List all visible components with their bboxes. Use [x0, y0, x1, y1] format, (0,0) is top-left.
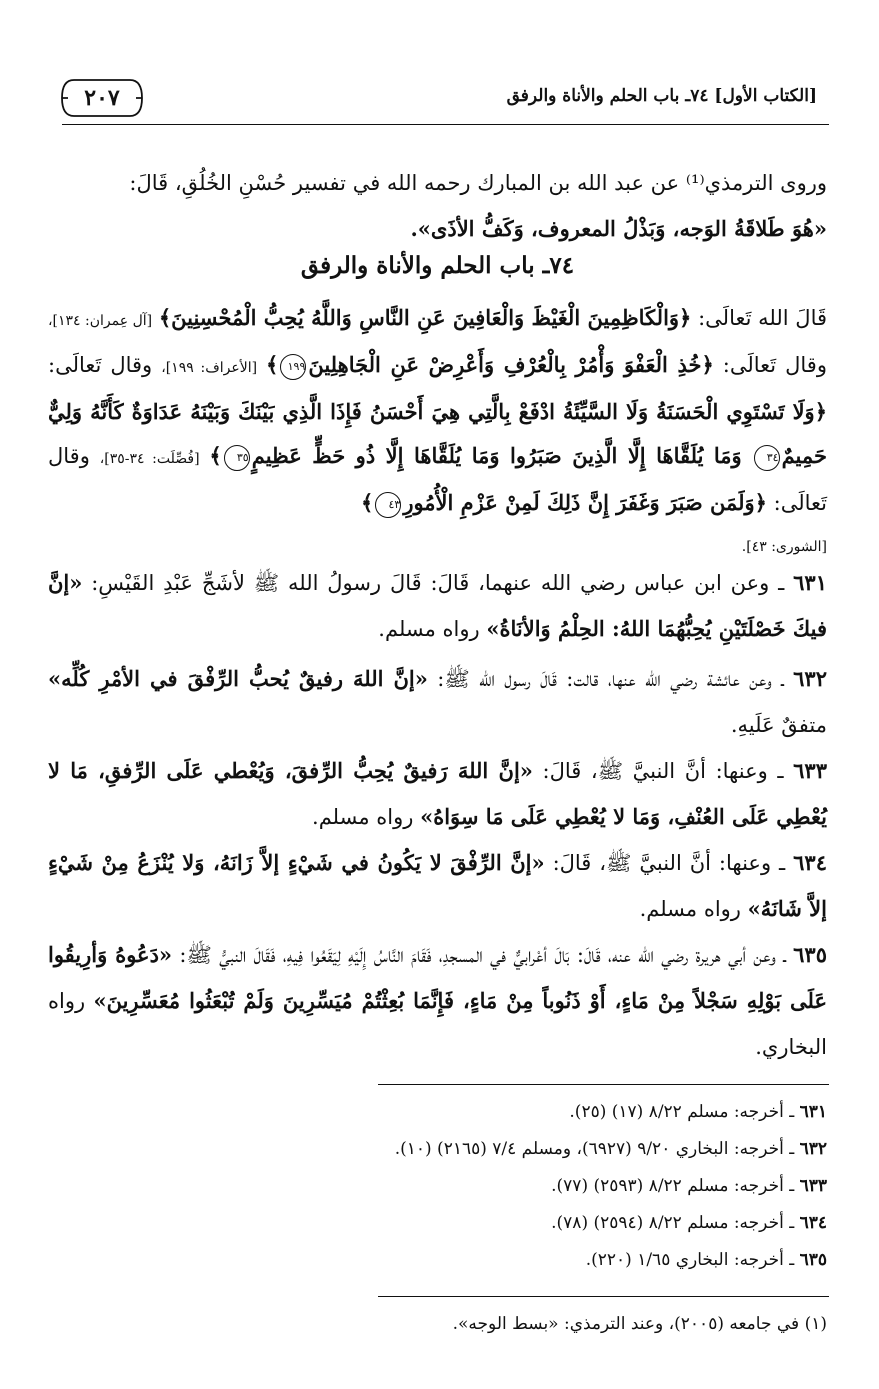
hadith-source: رواه مسلم.	[312, 805, 414, 829]
takhrij-item	[48, 1168, 827, 1205]
hadith-quote: «دَعُوهُ وَأرِيقُوا عَلَى بَوْلِهِ سَجْلاً مِنْ مَاءٍ، أَوْ ذَنُوباً مِنْ مَاءٍ، فَإِنَّمَا بُعِثْتُمْ مُيَسِّرِينَ وَلَمْ تُبْعَثُوا مُعَسِّرِينَ»	[48, 942, 828, 1013]
verse-3-intro: وقال تَعالَى:	[48, 353, 153, 377]
ayah-marker: ٣٥	[224, 445, 250, 471]
verse-3-ref: [فُصِّلَت: ٣٤-٣٥]،	[99, 451, 200, 467]
verse-4-ref: [الشورى: ٤٣].	[741, 539, 827, 555]
takhrij-text: ـ أخرجه: البخاري ١/٦٥ (٢٢٠).	[585, 1250, 795, 1270]
ayah-marker: ٤٣	[375, 492, 401, 518]
hadith-source: رواه البخاري.	[48, 989, 827, 1059]
hadith-632	[48, 656, 827, 748]
hadith-source: رواه مسلم.	[639, 897, 741, 921]
verse-2-intro: وقال تَعالَى:	[722, 353, 827, 377]
takhrij-item	[48, 1094, 827, 1131]
verse-2-ref: [الأعراف: ١٩٩]،	[161, 360, 258, 376]
hadith-quote: «إنَّ فيكَ خَصْلَتَيْنِ يُحِبُّهُمَا اللهُ: الحِلْمُ وَالأنَاةُ»	[48, 570, 827, 641]
hadith-intro: ـ وعنها: أنَّ النبيَّ ﷺ، قَالَ:	[542, 759, 784, 783]
intro-line-1: وروى الترمذي⁽¹⁾ عن عبد الله بن المبارك رحمه الله في تفسير حُسْنِ الخُلُقِ، قَالَ:	[129, 171, 827, 195]
hadith-intro: ـ وعن أبي هريرة رضي الله عنه، قَالَ: بَالَ أعْرابيٌّ في المسجدِ، فَقَامَ النَّاسُ إِلَيْهِ لِيَقَعُوا فِيهِ، فَقَالَ النبيُّ ﷺ:	[179, 943, 786, 967]
page-number-badge	[60, 78, 144, 118]
takhrij-number: ٦٣١	[799, 1102, 827, 1122]
hadith-quote: «إنَّ اللهَ رفيقٌ يُحبُّ الرِّفْقَ في الأمْرِ كُلِّه»	[48, 666, 428, 691]
hadith-number: ٦٣٤	[793, 850, 827, 875]
footnote-1: (١) في جامعه (٢٠٠٥)، وعند الترمذي: «بسط الوجه».	[452, 1314, 827, 1334]
ayah-marker: ١٩٩	[280, 354, 306, 380]
verse-3-text-2: وَمَا يُلَقَّاهَا إِلَّا الَّذِينَ صَبَرُوا وَمَا يُلَقَّاهَا إِلَّا ذُو حَظٍّ عَظِيمٍ	[251, 443, 742, 468]
takhrij-number: ٦٣٥	[799, 1250, 827, 1270]
takhrij-number: ٦٣٣	[799, 1176, 827, 1196]
takhrij-text: ـ أخرجه: مسلم ٨/٢٢ (٢٥٩٣) (٧٧).	[551, 1176, 795, 1196]
verse-4-text: ﴿وَلَمَن صَبَرَ وَغَفَرَ إِنَّ ذَلِكَ لَمِنْ عَزْمِ الْأُمُورِ	[403, 490, 767, 515]
header-divider	[62, 124, 829, 125]
hadith-number: ٦٣٢	[793, 666, 827, 691]
verses-paragraph: قَالَ الله تَعالَى: ﴿وَالْكَاظِمِينَ الْغَيْظَ وَالْعَافِينَ عَنِ النَّاسِ وَاللَّهُ يُحِبُّ الْمُحْسِنِينَ﴾ [آل عِمران: ١٣٤]، وقال تَعالَى: ﴿خُذِ الْعَفْوَ وَأْمُرْ بِالْعُرْفِ وَأَعْرِضْ عَنِ الْجَاهِلِينَ١٩٩﴾ [الأعراف: ١٩٩]، وقال تَعالَى: ﴿وَلَا تَسْتَوِي الْحَسَنَةُ وَلَا السَّيِّئَةُ ادْفَعْ بِالَّتِي هِيَ أَحْسَنُ فَإِذَا الَّذِي بَيْنَكَ وَبَيْنَهُ عَدَاوَةٌ كَأَنَّهُ وَلِيٌّ حَمِيمٌ٣٤ وَمَا يُلَقَّاهَا إِلَّا الَّذِينَ صَبَرُوا وَمَا يُلَقَّاهَا إِلَّا ذُو حَظٍّ عَظِيمٍ٣٥﴾ [فُصِّلَت: ٣٤-٣٥]، وقال تَعالَى: ﴿وَلَمَن صَبَرَ وَغَفَرَ إِنَّ ذَلِكَ لَمِنْ عَزْمِ الْأُمُورِ٤٣﴾ [الشورى: ٤٣].	[48, 296, 827, 569]
hadith-number: ٦٣١	[793, 570, 827, 595]
hadith-source: متفقٌ عَلَيهِ.	[730, 713, 827, 737]
verse-1-text: ﴿وَالْكَاظِمِينَ الْغَيْظَ وَالْعَافِينَ عَنِ النَّاسِ وَاللَّهُ يُحِبُّ الْمُحْسِنِينَ﴾	[158, 305, 692, 330]
chapter-heading: ٧٤ـ باب الحلم والأناة والرفق	[300, 252, 575, 279]
takhrij-item	[48, 1205, 827, 1242]
hadith-intro: ـ وعن عائشة رضي الله عنها، قالت: قَالَ رسول الله ﷺ:	[437, 667, 784, 691]
intro-line-2: «هُوَ طَلاقَةُ الوَجه، وَبَذْلُ المعروف، وَكَفُّ الأذَى».	[410, 216, 827, 241]
hadith-633	[48, 748, 827, 840]
hadith-number: ٦٣٥	[793, 942, 827, 967]
intro-paragraph	[48, 160, 827, 252]
takhrij-text: ـ أخرجه: البخاري ٩/٢٠ (٦٩٢٧)، ومسلم ٧/٤ (٢١٦٥) (١٠).	[394, 1139, 795, 1159]
hadith-quote: «إنَّ اللهَ رَفيقٌ يُحِبُّ الرِّفقَ، وَيُعْطي عَلَى الرِّفقِ، مَا لا يُعْطِي عَلَى العُنْفِ، وَمَا لا يُعْطِي عَلَى مَا سِوَاهُ»	[48, 758, 827, 829]
verse-4-intro: وقال تَعالَى:	[48, 444, 827, 515]
hadith-number: ٦٣٣	[793, 758, 827, 783]
ayah-marker: ٣٤	[754, 445, 780, 471]
hadith-source: رواه مسلم.	[378, 617, 480, 641]
takhrij-item	[48, 1131, 827, 1168]
hadith-intro: ـ وعنها: أنَّ النبيَّ ﷺ، قَالَ:	[552, 851, 786, 875]
hadith-635	[48, 932, 827, 1070]
verse-1-ref: [آل عِمران: ١٣٤]،	[48, 313, 153, 329]
takhrij-text: ـ أخرجه: مسلم ٨/٢٢ (١٧) (٢٥).	[569, 1102, 795, 1122]
footnote-divider	[378, 1296, 829, 1297]
verse-2-text: ﴿خُذِ الْعَفْوَ وَأْمُرْ بِالْعُرْفِ وَأَعْرِضْ عَنِ الْجَاهِلِينَ	[308, 352, 714, 377]
footnote-divider	[378, 1084, 829, 1085]
verse-3-text: ﴿وَلَا تَسْتَوِي الْحَسَنَةُ وَلَا السَّيِّئَةُ ادْفَعْ بِالَّتِي هِيَ أَحْسَنُ فَإِذَا الَّذِي بَيْنَكَ وَبَيْنَهُ عَدَاوَةٌ كَأَنَّهُ وَلِيٌّ حَمِيمٌ	[48, 399, 827, 468]
takhrij-text: ـ أخرجه: مسلم ٨/٢٢ (٢٥٩٤) (٧٨).	[551, 1213, 795, 1233]
running-header-title: [الكتاب الأول] ٧٤ـ باب الحلم والأناة والرفق	[506, 86, 817, 106]
hadith-631	[48, 560, 827, 652]
hadith-634	[48, 840, 827, 932]
takhrij-number: ٦٣٢	[799, 1139, 827, 1159]
takhrij-number: ٦٣٤	[799, 1213, 827, 1233]
hadith-quote: «إنَّ الرِّفْقَ لا يَكُونُ في شَيْءٍ إلاَّ زَانَهُ، وَلا يُنْزَعُ مِنْ شَيْءٍ إلاَّ شَانَهُ»	[48, 850, 827, 921]
verse-1-intro: قَالَ الله تَعالَى:	[698, 306, 828, 330]
page-number: ٢٠٧	[84, 85, 120, 111]
takhrij-item	[48, 1242, 827, 1279]
takhrij-list	[48, 1094, 827, 1279]
hadith-intro: ـ وعن ابن عباس رضي الله عنهما، قَالَ: قَالَ رسولُ الله ﷺ لأشَجِّ عَبْدِ القَيْسِ:	[91, 571, 785, 595]
